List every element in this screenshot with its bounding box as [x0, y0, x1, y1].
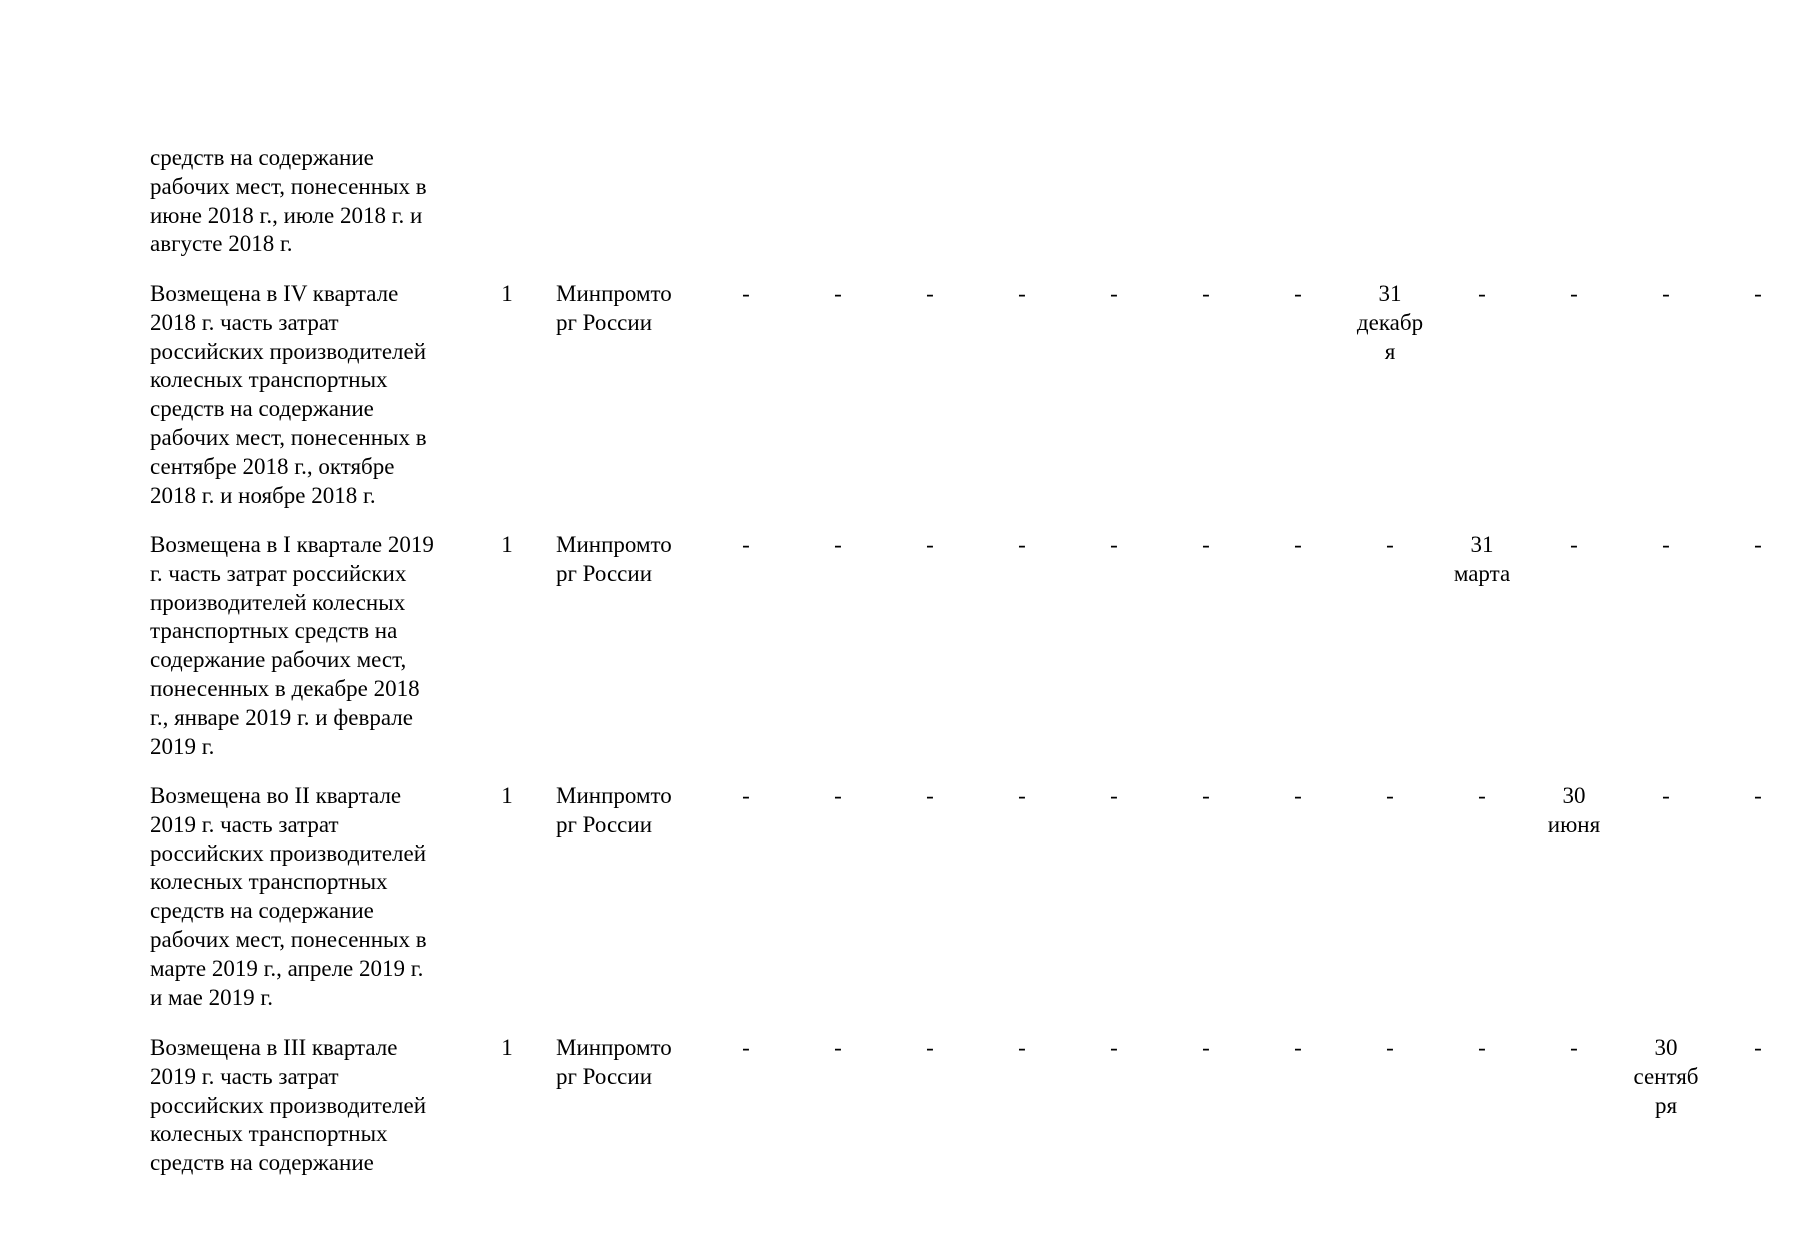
dash-text: -	[1294, 532, 1302, 557]
schedule-cell-empty	[1162, 782, 1250, 811]
description-line: рабочих мест, понесенных в	[150, 926, 427, 952]
dash-text: -	[742, 281, 750, 306]
dash-text: -	[1202, 281, 1210, 306]
schedule-cell-empty	[1714, 1034, 1802, 1063]
schedule-cell-empty	[978, 280, 1066, 309]
schedule-cell-empty	[1070, 1034, 1158, 1063]
dash-text: -	[1662, 783, 1670, 808]
schedule-cell-empty	[1438, 1034, 1526, 1063]
dash-text: -	[1570, 532, 1578, 557]
dash-text: -	[1754, 281, 1762, 306]
description-line: понесенных в декабре 2018	[150, 675, 420, 701]
description-line: средств на содержание	[150, 145, 374, 170]
description-line: июне 2018 г., июле 2018 г. и	[150, 202, 423, 228]
description-line: содержание рабочих мест,	[150, 647, 407, 673]
dash-text: -	[1386, 783, 1394, 808]
schedule-cell-empty	[978, 1034, 1066, 1063]
description-line: Возмещена во II квартале	[150, 783, 402, 808]
row-description	[150, 1034, 468, 1178]
schedule-cell-empty	[1162, 531, 1250, 560]
schedule-cell-empty	[1622, 531, 1710, 560]
description-line: марте 2019 г., апреле 2019 г.	[150, 955, 424, 981]
schedule-cell-empty	[1070, 280, 1158, 309]
agency-line: Минпромто	[556, 783, 672, 808]
description-line: сентябре 2018 г., октябре	[150, 453, 395, 479]
row-description	[150, 531, 468, 761]
schedule-cell-empty	[886, 531, 974, 560]
dash-text: -	[926, 532, 934, 557]
dash-text: -	[1754, 783, 1762, 808]
dash-text: -	[742, 783, 750, 808]
description-line: 2019 г. часть затрат	[150, 811, 339, 837]
schedule-cell-empty	[1530, 1034, 1618, 1063]
description-line: Возмещена в I квартале 2019	[150, 532, 434, 557]
schedule-cell-date	[1622, 1034, 1710, 1120]
description-line: и мае 2019 г.	[150, 984, 273, 1010]
date-text: июня	[1547, 811, 1601, 837]
date-text: декабр	[1356, 309, 1424, 335]
row-quantity: 1	[501, 281, 513, 306]
dash-text: -	[1754, 1035, 1762, 1060]
dash-text: -	[1202, 532, 1210, 557]
description-line: колесных транспортных	[150, 367, 388, 393]
description-line: российских производителей	[150, 1092, 427, 1118]
schedule-cell-empty	[702, 280, 790, 309]
schedule-cell-empty	[1254, 280, 1342, 309]
row-quantity: 1	[501, 1035, 513, 1060]
dash-text: -	[834, 1035, 842, 1060]
schedule-cell-empty	[1346, 782, 1434, 811]
schedule-cell-empty	[1622, 280, 1710, 309]
agency-line: Минпромто	[556, 281, 672, 306]
description-line: г. часть затрат российских	[150, 560, 407, 586]
dash-text: -	[1294, 281, 1302, 306]
schedule-cell-empty	[1530, 531, 1618, 560]
dash-text: -	[926, 281, 934, 306]
description-line: рабочих мест, понесенных в	[150, 424, 427, 450]
dash-text: -	[1018, 281, 1026, 306]
agency-line: рг России	[556, 811, 653, 837]
dash-text: -	[1478, 1035, 1486, 1060]
schedule-cell-empty	[978, 782, 1066, 811]
description-line: Возмещена в IV квартале	[150, 281, 399, 306]
dash-text: -	[1018, 532, 1026, 557]
schedule-cell-empty	[1714, 782, 1802, 811]
schedule-cell-empty	[1438, 782, 1526, 811]
row-description	[150, 280, 468, 510]
schedule-cell-empty	[978, 531, 1066, 560]
dash-text: -	[1754, 532, 1762, 557]
description-line: 2019 г. часть затрат	[150, 1063, 339, 1089]
agency-line: Минпромто	[556, 532, 672, 557]
schedule-cell-empty	[1162, 280, 1250, 309]
schedule-cell-empty	[1346, 531, 1434, 560]
agency-line: рг России	[556, 309, 653, 335]
date-text: 30	[1562, 783, 1586, 808]
dash-text: -	[1478, 281, 1486, 306]
schedule-cell-empty	[1254, 782, 1342, 811]
schedule-cell-empty	[886, 782, 974, 811]
row-description	[150, 782, 468, 1012]
dash-text: -	[742, 532, 750, 557]
description-line: 2018 г. и ноябре 2018 г.	[150, 482, 376, 508]
description-line: августе 2018 г.	[150, 231, 293, 257]
date-text: 31	[1470, 532, 1494, 557]
schedule-cell-empty	[1254, 1034, 1342, 1063]
dash-text: -	[1570, 1035, 1578, 1060]
dash-text: -	[1110, 783, 1118, 808]
agency-line: рг России	[556, 560, 653, 586]
dash-text: -	[1202, 783, 1210, 808]
dash-text: -	[1662, 532, 1670, 557]
date-text: 31	[1378, 281, 1402, 306]
row-quantity: 1	[501, 783, 513, 808]
schedule-cell-empty	[794, 280, 882, 309]
schedule-cell-empty	[1438, 280, 1526, 309]
description-line: российских производителей	[150, 840, 427, 866]
description-line: колесных транспортных	[150, 869, 388, 895]
schedule-cell-empty	[794, 531, 882, 560]
schedule-cell-empty	[1530, 280, 1618, 309]
schedule-cell-empty	[702, 1034, 790, 1063]
schedule-cell-empty	[1070, 782, 1158, 811]
dash-text: -	[1110, 532, 1118, 557]
description-line: 2018 г. часть затрат	[150, 309, 339, 335]
dash-text: -	[834, 783, 842, 808]
description-line: транспортных средств на	[150, 618, 398, 644]
schedule-cell-date	[1530, 782, 1618, 840]
schedule-cell-empty	[1714, 531, 1802, 560]
schedule-cell-empty	[1622, 782, 1710, 811]
dash-text: -	[834, 281, 842, 306]
dash-text: -	[1478, 783, 1486, 808]
date-text: сентяб	[1633, 1063, 1699, 1089]
description-line: российских производителей	[150, 338, 427, 364]
schedule-cell-empty	[1346, 1034, 1434, 1063]
schedule-cell-empty	[1254, 531, 1342, 560]
date-text: 30	[1654, 1035, 1678, 1060]
schedule-cell-empty	[1162, 1034, 1250, 1063]
row-quantity: 1	[501, 532, 513, 557]
schedule-cell-empty	[794, 1034, 882, 1063]
dash-text: -	[834, 532, 842, 557]
description-line: средств на содержание	[150, 1150, 374, 1176]
schedule-cell-empty	[1070, 531, 1158, 560]
dash-text: -	[1662, 281, 1670, 306]
description-line: г., январе 2019 г. и феврале	[150, 704, 413, 730]
description-line: производителей колесных	[150, 589, 406, 615]
description-line: 2019 г.	[150, 733, 215, 759]
dash-text: -	[1294, 1035, 1302, 1060]
schedule-cell-empty	[702, 782, 790, 811]
description-line: колесных транспортных	[150, 1121, 388, 1147]
dash-text: -	[1018, 783, 1026, 808]
schedule-cell-empty	[702, 531, 790, 560]
schedule-cell-empty	[794, 782, 882, 811]
schedule-cell-empty	[1714, 280, 1802, 309]
agency-line: рг России	[556, 1063, 653, 1089]
dash-text: -	[1570, 281, 1578, 306]
date-text: я	[1384, 338, 1396, 364]
row-responsible-agency	[556, 531, 696, 589]
description-line: средств на содержание	[150, 898, 374, 924]
dash-text: -	[926, 1035, 934, 1060]
description-line: средств на содержание	[150, 396, 374, 422]
date-text: марта	[1453, 560, 1511, 586]
schedule-cell-date	[1346, 280, 1434, 366]
description-line: Возмещена в III квартале	[150, 1035, 398, 1060]
dash-text: -	[1386, 532, 1394, 557]
dash-text: -	[1110, 281, 1118, 306]
schedule-cell-date	[1438, 531, 1526, 589]
row-responsible-agency	[556, 1034, 696, 1092]
dash-text: -	[742, 1035, 750, 1060]
agency-line: Минпромто	[556, 1035, 672, 1060]
schedule-cell-empty	[886, 1034, 974, 1063]
row-responsible-agency	[556, 782, 696, 840]
dash-text: -	[1386, 1035, 1394, 1060]
row-description	[150, 144, 468, 259]
date-text: ря	[1654, 1092, 1678, 1118]
dash-text: -	[1294, 783, 1302, 808]
dash-text: -	[926, 783, 934, 808]
dash-text: -	[1110, 1035, 1118, 1060]
row-responsible-agency	[556, 280, 696, 338]
schedule-cell-empty	[886, 280, 974, 309]
dash-text: -	[1018, 1035, 1026, 1060]
dash-text: -	[1202, 1035, 1210, 1060]
description-line: рабочих мест, понесенных в	[150, 173, 427, 199]
